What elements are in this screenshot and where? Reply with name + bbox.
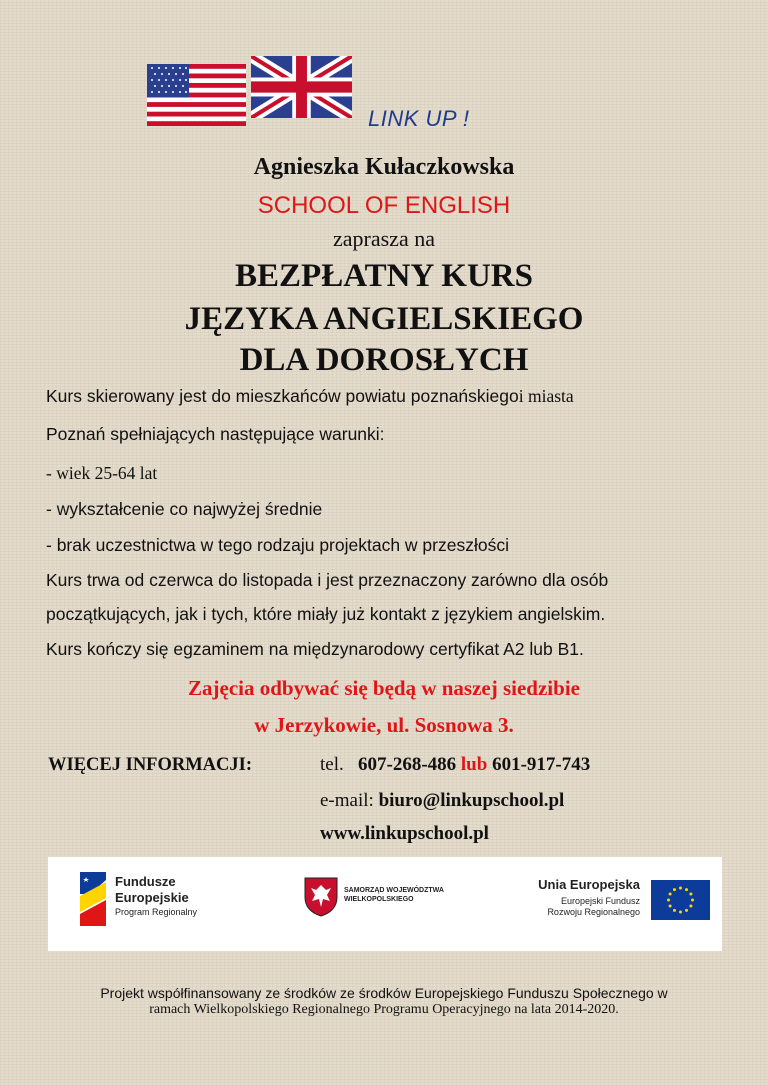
intro-line-1 [46,386,574,407]
school-name: SCHOOL OF ENGLISH [257,192,511,219]
ue-line-2: Europejski Fundusz [560,896,640,906]
email-label: e-mail: [320,790,374,811]
uk-flag-icon [251,56,352,118]
ue-line-1: Unia Europejska [538,877,640,892]
eu-flag-icon [651,880,710,920]
requirement-previous: - brak uczestnictwa w tego rodzaju projektach w przeszłości [46,535,509,555]
funding-logos-strip [48,857,722,951]
more-info-label: WIĘCEJ INFORMACJI: [48,755,253,775]
fundusze-europejskie-logo-icon [80,872,106,926]
requirement-education: - wykształcenie co najwyżej średnie [46,499,323,519]
headline-line-2: JĘZYKA ANGIELSKIEGO [184,301,584,337]
email-line [320,790,564,812]
invite-text: zaprasza na [333,226,435,251]
email-link[interactable]: biuro@linkupschool.pl [378,790,565,811]
intro-text: Kurs skierowany jest do mieszkańców powiatu poznańskiego [46,386,519,406]
sw-line-2: WIELKOPOLSKIEGO [344,896,414,903]
wielkopolska-crest-icon [304,877,338,917]
location-line-1: Zajęcia odbywać się będą w naszej siedzibie [188,676,580,700]
course-line-1: Kurs trwa od czerwca do listopada i jest przeznaczony zarówno dla osób [46,570,609,590]
fe-line-3: Program Regionalny [115,907,198,917]
headline-line-1: BEZPŁATNY KURS [235,258,533,294]
requirement-age: - wiek 25-64 lat [46,463,158,483]
ue-line-3: Rozwoju Regionalnego [547,907,640,917]
footer-line-2: ramach Wielkopolskiego Regionalnego Programu Operacyjnego na lata 2014-2020. [149,1002,619,1017]
course-line-2: początkujących, jak i tych, które miały już kontakt z językiem angielskim. [46,604,606,624]
phone-line [320,754,590,776]
tel-label: tel. [320,754,344,775]
owner-name: Agnieszka Kułaczkowska [253,154,515,180]
phone-1[interactable]: 607-268-486 [358,754,457,775]
or-word: lub [460,754,488,775]
fe-line-1: Fundusze [115,874,176,889]
location-line-2: w Jerzykowie, ul. Sosnowa 3. [254,713,514,737]
phone-2[interactable]: 601-917-743 [492,754,591,775]
course-line-3: Kurs kończy się egzaminem na międzynarodowy certyfikat A2 lub B1. [46,639,584,659]
intro-city: i miasta [518,386,574,406]
intro-line-2: Poznań spełniających następujące warunki: [46,424,385,444]
sw-line-1: SAMORZĄD WOJEWÓDZTWA [344,887,444,894]
headline-line-3: DLA DOROSŁYCH [239,342,529,378]
fe-line-2: Europejskie [115,890,189,905]
website-link[interactable]: www.linkupschool.pl [320,823,489,844]
brand-name: LINK UP ! [368,106,470,131]
us-flag-icon [147,64,246,126]
footer-line-1: Projekt współfinansowany ze środków ze środków Europejskiego Funduszu Społecznego w [100,985,668,1001]
